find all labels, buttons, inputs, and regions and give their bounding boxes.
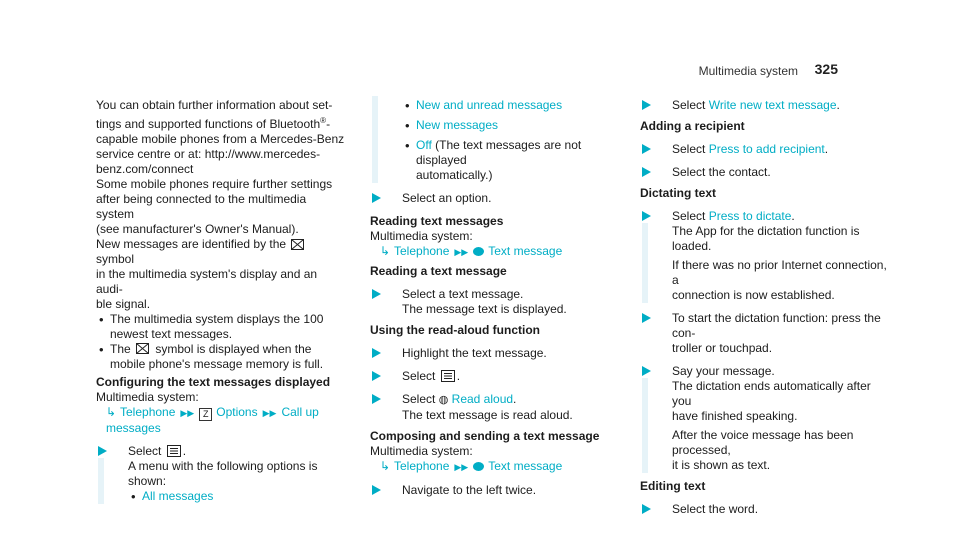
section-heading: Using the read-aloud function xyxy=(370,323,540,337)
path-arrow-icon: ↳ xyxy=(106,405,117,419)
column-left xyxy=(96,98,346,504)
list-item: • The symbol is displayed when the mobile phone's message memory is full. xyxy=(96,342,346,372)
multimedia-system-label: Multimedia system: xyxy=(370,229,473,243)
multimedia-system-label: Multimedia system: xyxy=(370,444,473,458)
settings-paragraph: Some mobile phones require further settings after being connected to the multimedia system (see manufacturer's Owner's Manual). xyxy=(96,177,333,236)
instruction-step: Select . A menu with the following options is shown: • All messages xyxy=(96,444,346,504)
instruction-step: Select an option. xyxy=(370,191,620,206)
section-heading: Configuring the text messages displayed xyxy=(96,375,331,389)
instruction-step: Say your message. The dictation ends automatically after you have finished speaking. After the voice message has been processed, it is shown as text. xyxy=(640,364,890,473)
step-arrow-icon xyxy=(642,167,651,177)
chevron-right-icon: ▶▶ xyxy=(180,408,195,418)
instruction-step: Select Press to dictate. The App for the dictation function is loaded. If there was no prior Internet connection, a connection is now established. xyxy=(640,209,890,303)
step-arrow-icon xyxy=(98,446,107,456)
step-arrow-icon xyxy=(642,211,651,221)
section-heading: Editing text xyxy=(640,479,706,493)
path-arrow-icon: ↳ xyxy=(380,244,391,258)
settings-icon: Z xyxy=(199,408,212,421)
list-item: • The multimedia system displays the 100 newest text messages. xyxy=(96,312,346,342)
list-item: • New and unread messages xyxy=(402,98,620,113)
instruction-step: Select the word. xyxy=(640,502,890,517)
column-right xyxy=(640,98,890,517)
section-heading: Dictating text xyxy=(640,186,717,200)
text-message-icon xyxy=(473,247,484,256)
section-heading: Adding a recipient xyxy=(640,119,745,133)
instruction-step: Highlight the text message. xyxy=(370,346,620,361)
instruction-step: Navigate to the left twice. xyxy=(370,483,620,498)
menu-path: ↳ Telephone ▶▶ Text message xyxy=(380,459,563,473)
instruction-step: Select . xyxy=(370,369,620,384)
list-item: • All messages xyxy=(128,489,346,504)
multimedia-system-label: Multimedia system: xyxy=(96,390,199,404)
step-arrow-icon xyxy=(372,371,381,381)
step-arrow-icon xyxy=(642,504,651,514)
chevron-right-icon: ▶▶ xyxy=(454,462,469,472)
list-item: • New messages xyxy=(402,118,620,133)
section-heading: Reading a text message xyxy=(370,264,507,278)
column-middle xyxy=(370,98,620,498)
list-item: • Off (The text messages are not displayed automatically.) xyxy=(402,138,620,183)
envelope-icon xyxy=(291,239,304,250)
path-arrow-icon: ↳ xyxy=(380,459,391,473)
new-messages-paragraph: New messages are identified by the symbol in the multimedia system's display and an audi- ble signal. xyxy=(96,237,318,311)
chevron-right-icon: ▶▶ xyxy=(454,247,469,257)
instruction-step: Select Write new text message. xyxy=(640,98,890,113)
step-arrow-icon xyxy=(372,193,381,203)
section-heading: Reading text messages xyxy=(370,214,504,228)
instruction-step: Select a text message. The message text is displayed. xyxy=(370,287,620,317)
read-aloud-icon: ◍ xyxy=(438,394,449,406)
text-message-icon xyxy=(473,462,484,471)
instruction-step: Select Press to add recipient. xyxy=(640,142,890,157)
step-arrow-icon xyxy=(642,366,651,376)
instruction-step: Select the contact. xyxy=(640,165,890,180)
menu-icon xyxy=(167,445,181,457)
intro-paragraph: You can obtain further information about set- tings and supported functions of Bluetooth®- capable mobile phones from a Mercedes-Benz service centre or at: http://www.mercedes- benz.com/connect xyxy=(96,98,345,176)
step-arrow-icon xyxy=(372,289,381,299)
section-heading: Composing and sending a text message xyxy=(370,429,600,443)
step-arrow-icon xyxy=(372,348,381,358)
options-list xyxy=(370,98,620,183)
chevron-right-icon: ▶▶ xyxy=(262,408,277,418)
instruction-step: To start the dictation function: press the con- troller or touchpad. xyxy=(640,311,890,356)
instruction-step: Select ◍ Read aloud. The text message is read aloud. xyxy=(370,392,620,423)
step-arrow-icon xyxy=(642,100,651,110)
step-arrow-icon xyxy=(372,485,381,495)
step-arrow-icon xyxy=(372,394,381,404)
menu-path: ↳ Telephone ▶▶ Z Options ▶▶ Call up messages xyxy=(106,405,319,435)
page-header xyxy=(0,60,960,80)
page-number: 325 xyxy=(814,61,838,77)
menu-icon xyxy=(441,370,455,382)
step-arrow-icon xyxy=(642,144,651,154)
step-arrow-icon xyxy=(642,313,651,323)
menu-path: ↳ Telephone ▶▶ Text message xyxy=(380,244,563,258)
running-title: Multimedia system xyxy=(698,64,798,78)
memory-full-icon xyxy=(136,343,150,355)
